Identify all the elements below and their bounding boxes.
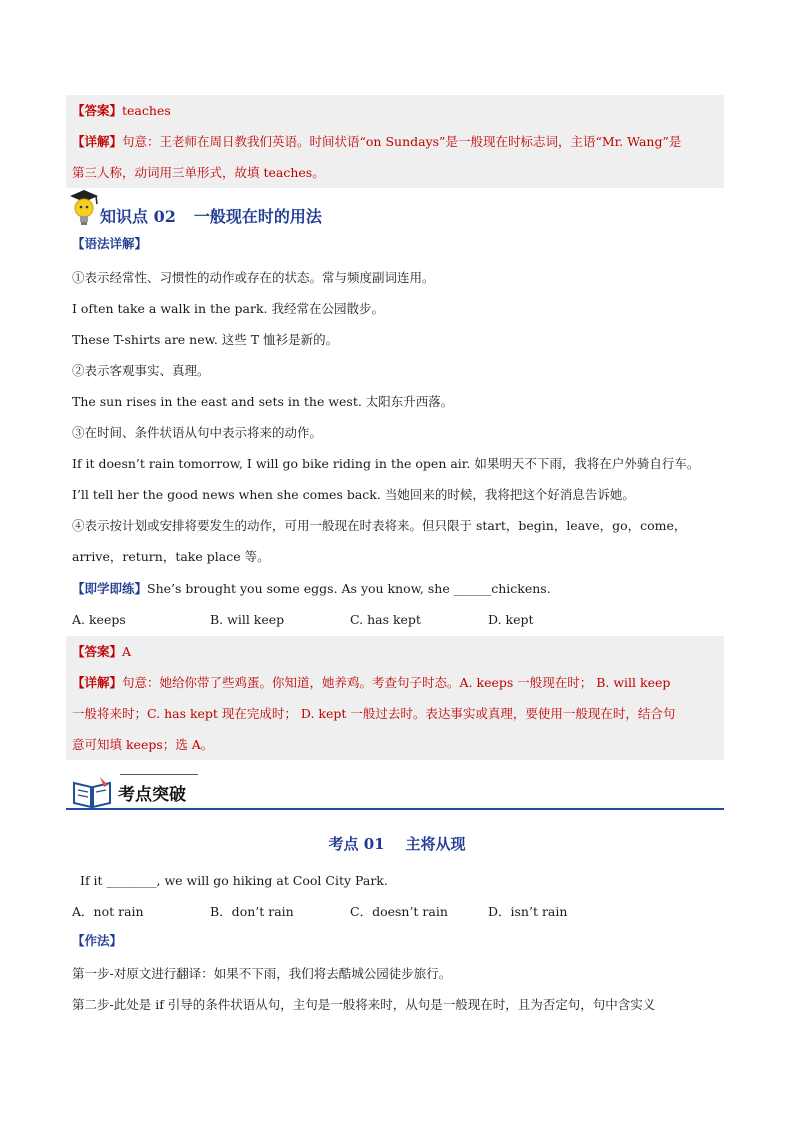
point-question: If it ________, we will go hiking at Cool City Park. [80,873,388,888]
section-subtitle: 一般现在时的用法 [193,207,322,226]
header-rule-top [120,774,198,775]
method-step-1: 第一步-对原文进行翻译：如果不下雨，我们将去酷城公园徒步旅行。 [72,966,452,981]
grammar-point-3: ③在时间、条件状语从句中表示将来的动作。 [72,425,323,440]
detail-line-1b: 第三人称，动词用三单形式，故填 teaches。 [72,165,325,180]
answer-tag: 【答案】 [72,644,123,659]
grammar-example-1: I often take a walk in the park. 我经常在公园散步。 [72,301,384,316]
open-book-icon [70,775,114,809]
practice-option-a: A. keeps [72,612,126,627]
grammar-point-4a: ④表示按计划或安排将要发生的动作，可用一般现在时表将来。但只限于 start，begin，leave，go，come， [72,518,687,533]
practice-options [72,604,534,635]
point-option-d: D．isn’t rain [488,904,568,919]
point-option-b: B．don’t rain [210,904,294,919]
point-options [72,896,567,927]
grammar-example-4: If it doesn’t rain tomorrow, I will go bike riding in the open air. 如果明天不下雨，我将在户外骑自行车。 [72,456,700,471]
graduate-bulb-icon [66,188,102,228]
point-option-a: A．not rain [72,904,144,919]
method-step-2: 第二步-此处是 if 引导的条件状语从句，主句是一般将来时，从句是一般现在时，且为否定句，句中含实义 [72,997,656,1012]
practice-option-d: D. kept [488,612,534,627]
detail-line-2b: 一般将来时；C. has kept 现在完成时； D. kept 一般过去时。表达事实或真理，要使用一般现在时，结合句 [72,706,676,721]
answer-text: teaches [122,103,171,118]
kaodian-title: 考点突破 [118,785,186,805]
detail-text: 句意：王老师在周日教我们英语。时间状语“on Sundays”是一般现在时标志词，主语“Mr. Wang”是 [122,134,682,149]
point-option-c: C．doesn’t rain [350,904,448,919]
answer-text: A [122,644,132,659]
answer-line-2 [72,636,131,667]
detail-tag: 【详解】 [72,134,123,149]
grammar-tag: 【语法详解】 [72,236,148,251]
grammar-point-4b: arrive，return，take place 等。 [72,549,270,564]
grammar-example-3: The sun rises in the east and sets in the west. 太阳东升西落。 [72,394,454,409]
section-number: 知识点 02 [100,207,176,226]
practice-option-c: C. has kept [350,612,421,627]
grammar-point-2: ②表示客观事实、真理。 [72,363,210,378]
method-tag: 【作法】 [72,933,123,948]
detail-line-1a [72,126,681,157]
detail-line-2a [72,667,670,698]
practice-option-b: B. will keep [210,612,285,627]
practice-tag: 【即学即练】 [72,581,148,596]
detail-line-2c: 意可知填 keeps；选 A。 [72,737,214,752]
detail-text: 句意：她给你带了些鸡蛋。你知道，她养鸡。考查句子时态。A. keeps 一般现在时； B. will keep [122,675,671,690]
answer-tag: 【答案】 [72,103,123,118]
header-rule [66,808,724,810]
grammar-example-5: I’ll tell her the good news when she comes back. 当她回来的时候，我将把这个好消息告诉她。 [72,487,635,502]
answer-line-1 [72,95,171,126]
practice-line [72,573,551,604]
detail-tag: 【详解】 [72,675,123,690]
practice-question: She’s brought you some eggs. As you know, she ______chickens. [147,581,551,596]
point-title: 考点 01 主将从现 [328,835,466,853]
grammar-example-2: These T-shirts are new. 这些 T 恤衫是新的。 [72,332,339,347]
section-title [100,203,322,231]
grammar-point-1: ①表示经常性、习惯性的动作或存在的状态。常与频度副词连用。 [72,270,435,285]
